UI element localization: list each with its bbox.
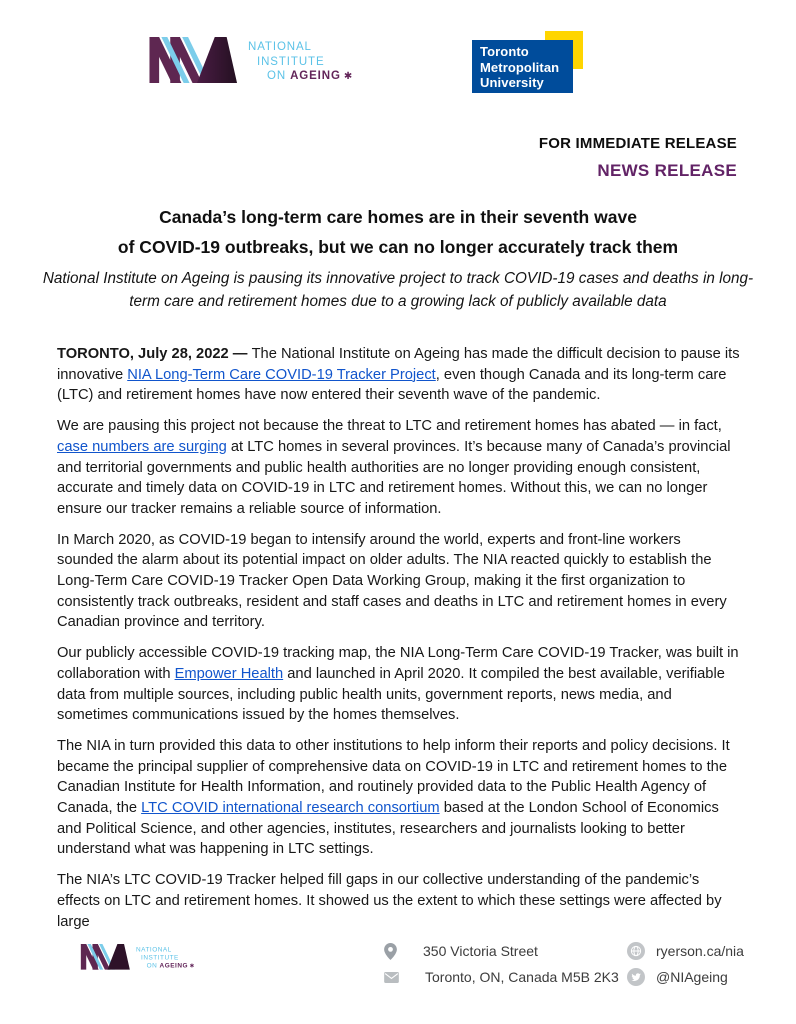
globe-icon — [627, 942, 645, 960]
body-paragraph — [57, 344, 741, 406]
location-pin-icon — [384, 943, 397, 960]
body-paragraph — [57, 736, 741, 860]
body-text: The NIA’s LTC COVID-19 Tracker helped fill gaps in our collective understanding of the pandemic’s effects on LTC and retirement homes. It showed us the extent to which these settings were affected by large — [57, 872, 722, 930]
body-text: , even though Canada and its long-term care (LTC) and retirement homes have now entered their seventh wave of the pandemic. — [57, 366, 727, 404]
tmu-line3: University — [480, 75, 544, 90]
for-immediate-release-label: FOR IMMEDIATE RELEASE — [538, 135, 737, 152]
nia-wordmark-line3 — [136, 962, 195, 971]
inline-link[interactable]: NIA Long-Term Care COVID-19 Tracker Project — [127, 366, 436, 383]
footer-nia-logo — [80, 944, 195, 971]
subheadline: National Institute on Ageing is pausing its innovative project to track COVID-19 cases and deaths in long-term care and retirement homes due to a growing lack of publicly available data — [42, 270, 754, 310]
inline-link[interactable]: Empower Health — [174, 665, 284, 682]
inline-link[interactable]: LTC COVID international research consortium — [141, 800, 440, 817]
headline-line1: Canada’s long-term care homes are in their seventh wave — [159, 207, 637, 227]
body-text: In March 2020, as COVID-19 began to intensify around the world, experts and front-line workers sounded the alarm about its potential impact on older adults. The NIA reacted quickly to establish the Long-Term Care COVID-19 Tracker Open Data Working Group, making it the first organization to consistently track outbreaks, resident and staff cases and deaths in LTC and retirement homes in every Canadian province and territory. — [57, 531, 727, 631]
body-text: The NIA in turn provided this data to other institutions to help inform their reports and policy decisions. It became the principal supplier of comprehensive data on COVID-19 in LTC and retirement homes to the Canadian Institute for Health Information, and routinely provided data to the Public Health Agency of Canada, the — [57, 737, 730, 817]
body-paragraph — [57, 416, 741, 520]
body-text: We are pausing this project not because the threat to LTC and retirement homes has abated — in fact, — [57, 418, 722, 435]
footer-address-line2: Toronto, ON, Canada M5B 2K3 — [425, 969, 619, 985]
maple-leaf-icon: ✱ — [343, 71, 354, 82]
inline-link[interactable]: case numbers are surging — [57, 438, 227, 455]
headline — [0, 202, 796, 262]
footer-twitter-row — [627, 964, 744, 990]
bold-text: TORONTO, July 28, 2022 — — [57, 346, 252, 362]
nia-wordmark-line2: INSTITUTE — [257, 55, 325, 68]
footer-social-block — [627, 938, 744, 990]
nia-logo-wordmark — [136, 944, 195, 971]
maple-leaf-icon: ✱ — [189, 963, 195, 970]
nia-logo-mark-icon — [80, 944, 132, 970]
nia-wordmark-on: ON — [267, 70, 287, 82]
nia-logo-mark-icon — [148, 37, 240, 83]
footer-address-row1 — [384, 938, 619, 964]
footer-address-line1: 350 Victoria Street — [423, 943, 538, 959]
body-text: and launched in April 2020. It compiled the best available, verifiable data from multiple sources, including public health units, government reports, news media, and sometimes communications issued by the homes themselves. — [57, 665, 725, 724]
nia-logo — [148, 37, 353, 85]
body-paragraph — [57, 643, 741, 726]
footer-twitter-handle: @NIAgeing — [656, 969, 728, 985]
body-text: The National Institute on Ageing has made the difficult decision to pause its innovative — [57, 346, 740, 383]
headline-line2: of COVID-19 outbreaks, but we can no longer accurately track them — [117, 237, 679, 257]
twitter-icon — [627, 968, 645, 986]
footer-address-block — [384, 938, 619, 990]
tmu-line2: Metropolitan — [480, 59, 560, 75]
nia-wordmark-ageing: AGEING — [290, 70, 341, 82]
nia-wordmark-line2: INSTITUTE — [141, 954, 179, 962]
nia-wordmark-line3 — [248, 69, 353, 85]
news-release-label: NEWS RELEASE — [597, 161, 737, 180]
tmu-logo — [468, 31, 584, 94]
nia-wordmark-ageing: AGEING — [159, 962, 188, 970]
nia-wordmark-line1: NATIONAL — [136, 946, 172, 953]
footer-website-row — [627, 938, 744, 964]
nia-wordmark-on: ON — [146, 962, 158, 970]
nia-logo-wordmark — [248, 37, 353, 85]
envelope-icon — [384, 972, 399, 983]
body-text: based at the London School of Economics and Political Science, and other agencies, institutes, researchers and journalists looking to better understand what was happening in LTC settings. — [57, 800, 719, 858]
body-paragraph — [57, 530, 741, 634]
body-text: at LTC homes in several provinces. It’s because many of Canada’s provincial and territorial governments and public health authorities are no longer providing enough consistent, accurate and timely data on COVID-19 in LTC and retirement homes. Without this, we can no longer ensure our tracker remains a reliable source of information. — [57, 438, 731, 517]
body-text: Our publicly accessible COVID-19 tracking map, the NIA Long-Term Care COVID-19 Tracker, was built in collaboration with — [57, 645, 739, 682]
footer-address-row2 — [384, 964, 619, 990]
tmu-logo-blue-box — [472, 40, 573, 93]
body-copy — [57, 344, 741, 942]
release-block — [539, 135, 737, 181]
footer-website: ryerson.ca/nia — [656, 943, 744, 959]
body-paragraph — [57, 870, 741, 932]
tmu-line1: Toronto — [480, 44, 529, 59]
nia-wordmark-line1: NATIONAL — [248, 41, 312, 53]
